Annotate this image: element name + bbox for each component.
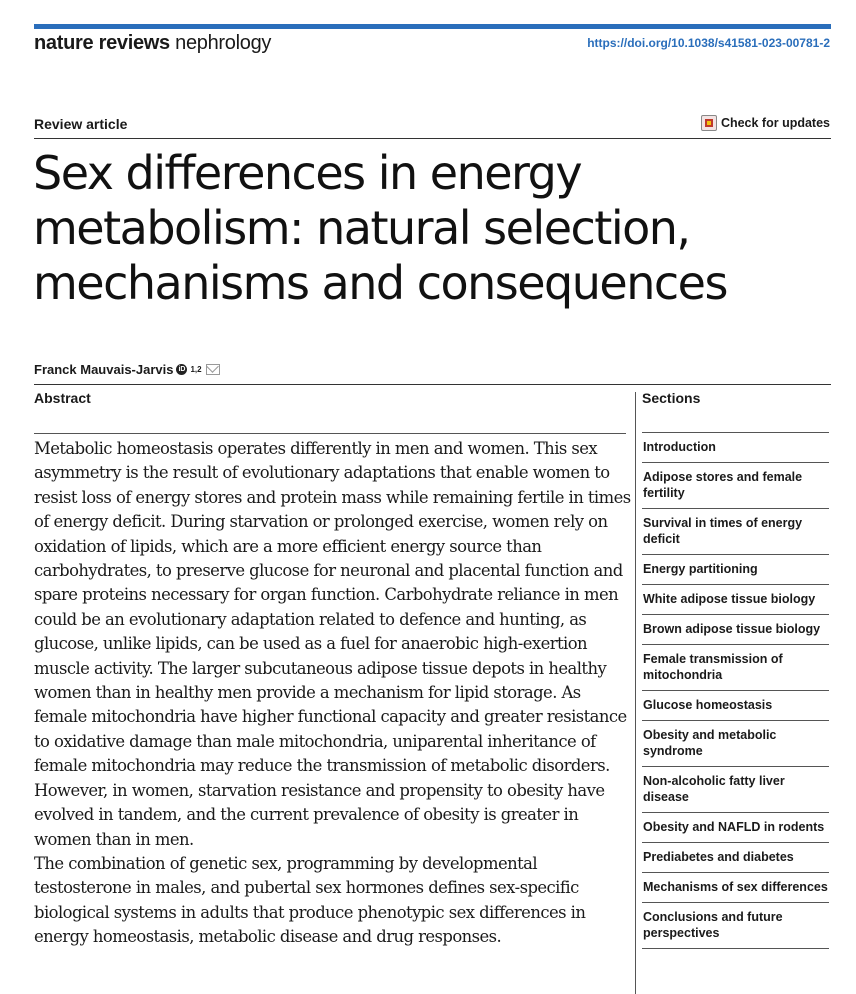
journal-name-light: nephrology <box>175 32 272 54</box>
orcid-icon[interactable]: iD <box>178 366 186 373</box>
journal-name-bold: nature reviews <box>34 32 170 54</box>
check-for-updates-label: Check for updates <box>720 116 830 130</box>
section-link[interactable]: Obesity and metabolic syndrome <box>642 721 829 767</box>
sections-nav <box>642 390 829 949</box>
section-link[interactable]: Energy partitioning <box>642 555 829 585</box>
envelope-icon[interactable] <box>206 364 220 375</box>
author-affiliation: 1,2 <box>190 365 202 374</box>
section-link[interactable]: Female transmission of mitochondria <box>642 645 829 691</box>
abstract-divider <box>34 433 626 434</box>
article-title: Sex differences in energy metabolism: natural selection, mechanisms and consequences <box>33 146 727 310</box>
top-accent-bar <box>34 24 831 29</box>
section-link[interactable]: Adipose stores and female fertility <box>642 463 829 509</box>
article-type: Review article <box>34 116 128 132</box>
section-link[interactable]: Conclusions and future perspectives <box>642 903 829 949</box>
section-link[interactable]: Mechanisms of sex differences <box>642 873 829 903</box>
section-link[interactable]: Brown adipose tissue biology <box>642 615 829 645</box>
section-link[interactable]: White adipose tissue biology <box>642 585 829 615</box>
sections-list <box>642 433 829 949</box>
section-link[interactable]: Obesity and NAFLD in rodents <box>642 813 829 843</box>
doi-link[interactable]: https://doi.org/10.1038/s41581-023-00781-2 <box>587 36 830 50</box>
section-link[interactable]: Non-alcoholic fatty liver disease <box>642 767 829 813</box>
abstract-paragraph: Metabolic homeostasis operates differently in men and women. This sex asymmetry is the result of evolutionary adaptations that enable women to resist loss of energy stores and protein mass while remaining fertile in times of energy deficit. During starvation or prolonged exercise, women rely on oxidation of lipids, which are a more efficient energy source than carbohydrates, to preserve glucose for neuronal and placental function and spare proteins necessary for organ function. Carbohydrate reliance in men could be an evolutionary adaptation related to defence and hunting, as glucose, unlike lipids, can be used as a fuel for anaerobic high-exertion muscle activity. The larger subcutaneous adipose tissue depots in healthy women than in healthy men provide a mechanism for lipid storage. As female mitochondria have higher functional capacity and greater resistance to oxidative damage than male mitochondria, uniparental inheritance of female mitochondria may reduce the transmission of metabolic disorders. However, in women, starvation resistance and propensity to obesity have evolved in tandem, and the current prevalence of obesity is greater in women than in men. <box>34 439 631 849</box>
section-link[interactable]: Glucose homeostasis <box>642 691 829 721</box>
header-divider <box>34 138 831 139</box>
journal-logo[interactable] <box>34 32 271 55</box>
abstract-body <box>34 437 634 950</box>
author-line <box>34 362 220 377</box>
section-link[interactable]: Prediabetes and diabetes <box>642 843 829 873</box>
sidebar-divider <box>635 392 636 994</box>
section-link[interactable]: Introduction <box>642 433 829 463</box>
crossmark-icon <box>701 115 717 131</box>
sections-heading: Sections <box>642 390 829 433</box>
section-link[interactable]: Survival in times of energy deficit <box>642 509 829 555</box>
abstract-paragraph: The combination of genetic sex, programming by developmental testosterone in males, and pubertal sex hormones defines sex-specific biological systems in adults that produce phenotypic sex differences in energy homeostasis, metabolic disease and drug responses. <box>34 853 586 947</box>
abstract-heading: Abstract <box>34 390 91 406</box>
author-name[interactable]: Franck Mauvais-Jarvis <box>34 362 174 377</box>
author-divider <box>34 384 831 385</box>
check-for-updates-button[interactable] <box>701 115 830 131</box>
